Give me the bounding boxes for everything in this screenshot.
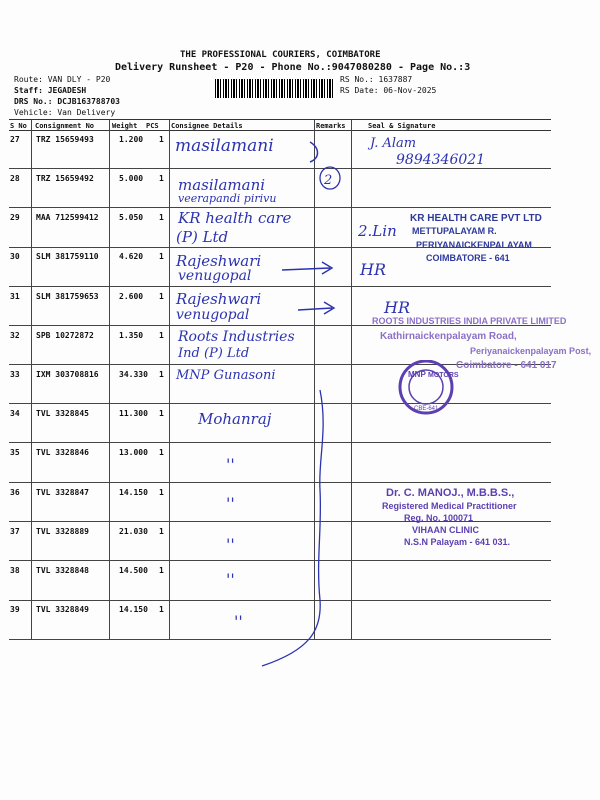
roots-stamp-line4: Coimbatore - 641 017 [456,360,557,371]
kr-stamp-line1: KR HEALTH CARE PVT LTD [410,213,542,224]
svg-text:2: 2 [324,173,333,188]
col-sno: S No [10,122,27,130]
row-weight: 34.330 [119,370,148,379]
barcode [215,79,335,98]
row-weight: 1.350 [119,331,144,340]
handwritten-consignee: Mohanraj [198,410,272,428]
grid-vline [109,120,110,640]
row-pcs: 1 [159,488,164,497]
signature: 2.Lin [358,222,397,240]
row-pcs: 1 [159,527,164,536]
handwritten-consignee: venugopal [176,307,250,323]
row-sno: 39 [10,605,20,614]
row-consignment: TRZ 15659493 [36,135,94,144]
row-pcs: 1 [159,605,164,614]
signature-phone: 9894346021 [396,152,486,168]
roots-stamp-line2: Kathirnaickenpalayam Road, [380,331,517,342]
ditto-mark: '' [226,535,235,554]
row-consignment: IXM 303708816 [36,370,99,379]
row-sno: 27 [10,135,20,144]
row-pcs: 1 [159,252,164,261]
row-pcs: 1 [159,370,164,379]
signature: HR [360,260,386,279]
signature: J. Alam [370,136,417,151]
mnp-round-seal [386,360,466,420]
svg-text:MOTORS: MOTORS [428,372,459,379]
row-weight: 4.620 [119,252,144,261]
col-consignment: Consignment No [35,122,95,130]
doctor-stamp-line5: N.S.N Palayam - 641 031. [404,537,511,547]
row-consignment: SLM 381759110 [36,252,99,261]
handwritten-consignee: Roots Industries [178,329,295,345]
row-consignment: TVL 3328845 [36,409,89,418]
row-sno: 29 [10,213,20,222]
row-pcs: 1 [159,213,164,222]
row-weight: 14.500 [119,566,148,575]
doctor-stamp-line3: Reg. No. 100071 [404,513,474,523]
row-consignment: MAA 712599412 [36,213,99,222]
row-sno: 32 [10,331,20,340]
kr-stamp-line2: METTUPALAYAM R. [412,226,497,236]
row-sno: 30 [10,252,20,261]
doctor-stamp-line2: Registered Medical Practitioner [382,501,517,511]
row-pcs: 1 [159,174,164,183]
row-sno: 36 [10,488,20,497]
row-sno: 31 [10,292,20,301]
row-consignment: SPB 10272872 [36,331,94,340]
handwritten-consignee: venugopal [178,268,252,284]
handwritten-consignee: KR health care [178,209,292,227]
svg-text:CBE-641: CBE-641 [414,406,439,412]
row-weight: 13.000 [119,448,148,457]
roots-stamp-line1: ROOTS INDUSTRIES INDIA PRIVATE LIMITED [372,316,567,326]
col-pcs: PCS [146,122,159,130]
handwritten-consignee: Rajeshwari [176,252,262,270]
row-pcs: 1 [159,566,164,575]
ditto-mark: '' [226,494,235,513]
runsheet-subtitle: Delivery Runsheet - P20 - Phone No.:9047080280 - Page No.:3 [115,62,471,73]
rs-date: RS Date: 06-Nov-2025 [340,86,437,95]
row-consignment: TVL 3328847 [36,488,89,497]
row-sno: 34 [10,409,20,418]
row-weight: 11.300 [119,409,148,418]
row-consignment: TRZ 15659492 [36,174,94,183]
row-weight: 5.000 [119,174,144,183]
doctor-stamp-line1: Dr. C. MANOJ., M.B.B.S., [386,487,515,499]
row-pcs: 1 [159,409,164,418]
kr-stamp-line4: COIMBATORE - 641 [426,253,510,263]
row-pcs: 1 [159,448,164,457]
handwritten-consignee: masilamani [178,176,266,194]
ditto-mark: '' [226,455,235,474]
handwritten-consignee: Rajeshwari [176,290,262,308]
col-seal: Seal & Signature [368,122,436,130]
ditto-mark: '' [234,612,243,631]
col-consignee: Consignee Details [171,122,243,130]
handwritten-consignee: masilamani [175,136,274,156]
row-pcs: 1 [159,331,164,340]
row-consignment: TVL 3328848 [36,566,89,575]
signature: HR [384,298,410,317]
grid-vline [31,120,32,640]
staff: Staff: JEGADESH [14,86,87,95]
row-consignment: TVL 3328849 [36,605,89,614]
handwritten-consignee: Ind (P) Ltd [178,346,250,361]
doctor-stamp-line4: VIHAAN CLINIC [412,525,479,535]
scribble-marks [170,130,370,690]
col-remarks: Remarks [316,122,346,130]
row-weight: 14.150 [119,488,148,497]
row-weight: 21.030 [119,527,148,536]
row-sno: 38 [10,566,20,575]
table-top-rule [9,119,551,120]
kr-stamp-line3: PERIYANAICKENPALAYAM [416,240,532,250]
handwritten-consignee: (P) Ltd [176,228,229,246]
row-sno: 33 [10,370,20,379]
roots-stamp-line3: Periyanaickenpalayam Post, [470,346,592,356]
row-pcs: 1 [159,292,164,301]
row-sno: 35 [10,448,20,457]
col-weight: Weight [112,122,138,130]
row-consignment: TVL 3328889 [36,527,89,536]
row-weight: 5.050 [119,213,144,222]
handwritten-consignee: MNP Gunasoni [176,368,276,383]
handwritten-consignee: veerapandi pirivu [178,192,277,205]
rs-no: RS No.: 1637887 [340,75,413,84]
company-title: THE PROFESSIONAL COURIERS, COIMBATORE [180,50,381,60]
row-consignment: TVL 3328846 [36,448,89,457]
route: Route: VAN DLY - P20 [14,75,111,84]
row-weight: 2.600 [119,292,144,301]
drs-no: DRS No.: DCJB163788703 [14,97,120,106]
row-weight: 14.150 [119,605,148,614]
row-consignment: SLM 381759653 [36,292,99,301]
vehicle: Vehicle: Van Delivery [14,108,116,117]
svg-text:MNP: MNP [408,370,426,379]
row-weight: 1.200 [119,135,144,144]
row-sno: 37 [10,527,20,536]
row-sno: 28 [10,174,20,183]
ditto-mark: '' [226,570,235,589]
row-pcs: 1 [159,135,164,144]
